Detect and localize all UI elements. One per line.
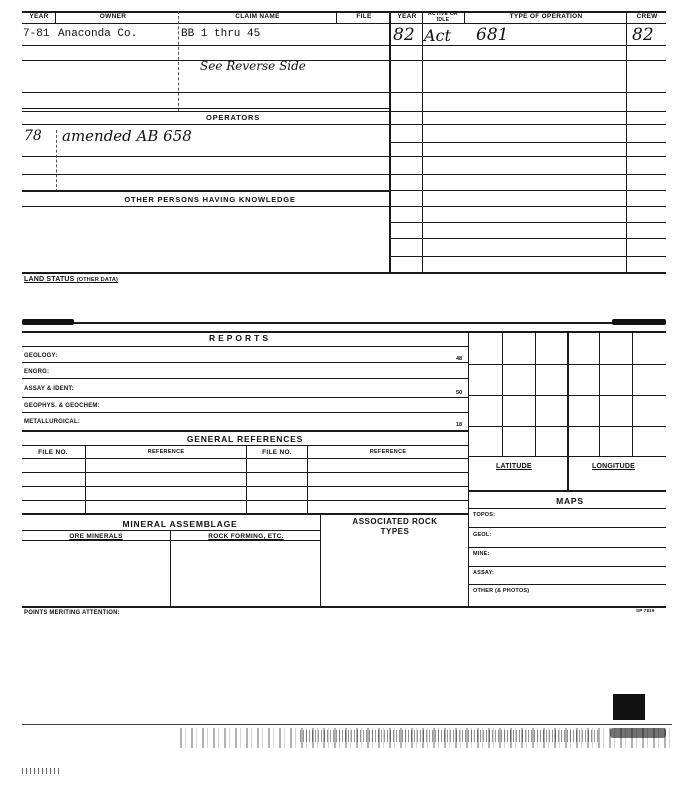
ref-file-no-1: FILE NO.: [38, 449, 68, 456]
handwritten-see-reverse: See Reverse Side: [200, 59, 306, 73]
maps-geol: GEOL:: [473, 532, 492, 538]
handwritten-ops-crew: 82: [632, 25, 654, 45]
header-type-of-operation: TYPE OF OPERATION: [509, 13, 583, 20]
ref-file-no-2: FILE NO.: [262, 449, 292, 456]
claim-year: 7-81: [23, 28, 50, 40]
handwritten-ops-type: 681: [476, 25, 509, 45]
land-status-strip: [22, 319, 74, 325]
header-claim-name: CLAIM NAME: [235, 13, 280, 20]
claim-owner: Anaconda Co.: [58, 28, 138, 40]
report-assay-label: ASSAY & IDENT:: [24, 386, 74, 392]
header-year: YEAR: [29, 13, 49, 20]
maps-topos: TOPOS:: [473, 512, 496, 518]
report-metallurgical-label: METALLURGICAL:: [24, 419, 81, 425]
report-geology-label: GEOLOGY:: [24, 353, 58, 359]
claim-name: BB 1 thru 45: [181, 28, 261, 40]
ref-reference-1: REFERENCE: [147, 449, 185, 455]
header-crew: CREW: [636, 13, 658, 20]
ore-minerals-label: ORE MINERALS: [69, 533, 123, 540]
form-code: SP 7819: [636, 608, 655, 613]
header-active-or-idle: ACTIVE OR IDLE: [428, 11, 458, 23]
points-meriting-attention: POINTS MERITING ATTENTION:: [24, 610, 120, 616]
maps-mine: MINE:: [473, 551, 490, 557]
handwritten-operator-year: 78: [24, 128, 42, 144]
header-owner: OWNER: [99, 13, 127, 20]
header-year-ops: YEAR: [397, 13, 417, 20]
ref-reference-2: REFERENCE: [369, 449, 407, 455]
maps-assay: ASSAY:: [473, 570, 495, 576]
report-geology-num: 48: [456, 356, 463, 362]
other-persons-title: OTHER PERSONS HAVING KNOWLEDGE: [124, 195, 296, 204]
report-geophys-label: GEOPHYS. & GEOCHEM:: [24, 403, 100, 409]
report-engrg-label: ENGRG:: [24, 369, 50, 375]
handwritten-operator: amended AB 658: [62, 127, 192, 145]
rock-forming-label: ROCK FORMING, ETC.: [208, 533, 284, 540]
reports-title: REPORTS: [208, 333, 272, 343]
operators-title: OPERATORS: [205, 113, 260, 122]
report-assay-num: 50: [456, 390, 463, 396]
handwritten-ops-year: 82: [393, 25, 415, 45]
latitude-label: LATITUDE: [496, 463, 532, 470]
maps-other: OTHER (& PHOTOS): [473, 588, 530, 594]
handwritten-ops-status: Act: [424, 26, 451, 45]
header-file: FILE: [356, 13, 372, 20]
land-status-sub: (OTHER DATA): [76, 277, 119, 283]
maps-title: MAPS: [556, 496, 584, 506]
general-references-title: GENERAL REFERENCES: [186, 434, 304, 444]
mineral-assemblage-title: MINERAL ASSEMBLAGE: [122, 519, 238, 529]
land-status-label: LAND STATUS: [24, 276, 75, 283]
longitude-label: LONGITUDE: [592, 463, 636, 470]
associated-rock-types-title: ASSOCIATED ROCK TYPES: [352, 517, 438, 536]
report-metallurgical-num: 18: [456, 422, 463, 428]
